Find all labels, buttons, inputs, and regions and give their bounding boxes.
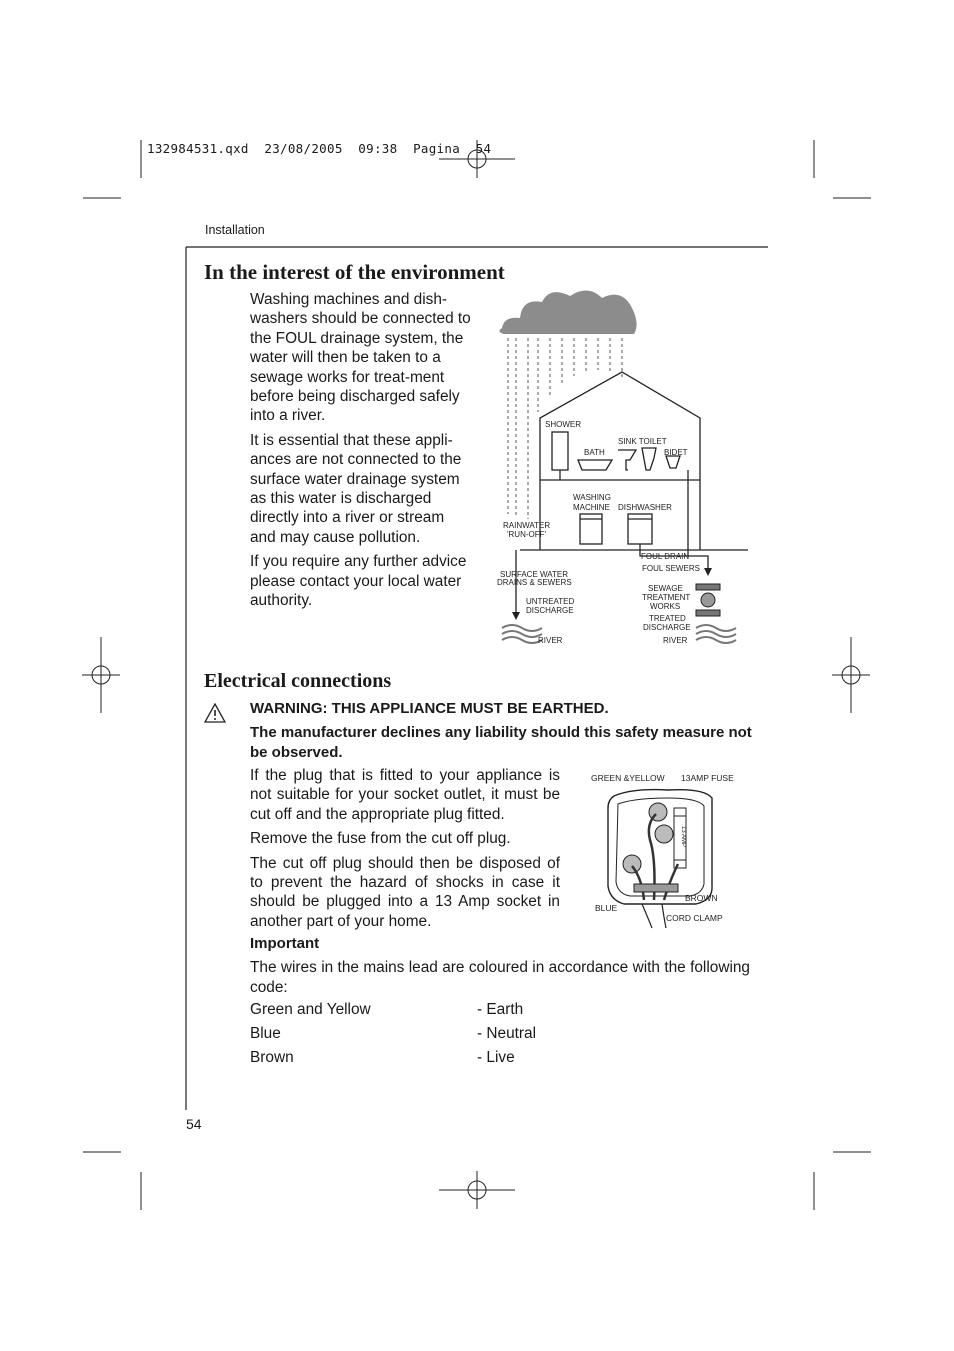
label-treated-discharge: DISCHARGE xyxy=(643,623,691,632)
wire-function: - Live xyxy=(477,1049,515,1066)
label-bidet: BIDET xyxy=(664,448,688,457)
wire-color: Brown xyxy=(250,1049,294,1066)
fuse-body-label: 13 AMP xyxy=(680,826,686,848)
environment-paragraph: Washing machines and dish-washers should be connected to the FOUL drainage system, the water will then be taken to a sewage works for treat-ment before being discharged safely into a river. xyxy=(250,291,471,425)
label-untreated-discharge: DISCHARGE xyxy=(526,606,574,615)
wires-intro: The wires in the mains lead are coloured in accordance with the following code: xyxy=(250,959,750,996)
plug-instructions xyxy=(250,766,560,936)
label-sewage: SEWAGE xyxy=(648,584,683,593)
label-washing: WASHING xyxy=(573,493,611,502)
warning-block xyxy=(250,699,756,767)
plug-wiring-diagram xyxy=(588,768,752,930)
liability-notice: The manufacturer declines any liability should this safety measure not be observed. xyxy=(250,724,752,761)
print-slug: 132984531.qxd 23/08/2005 09:38 Pagina 54 xyxy=(147,141,492,156)
electrical-title: Electrical connections xyxy=(204,670,392,692)
label-cord-clamp: CORD CLAMP xyxy=(666,913,723,923)
label-green-yellow: GREEN &YELLOW xyxy=(591,773,665,783)
label-river-right: RIVER xyxy=(663,636,688,645)
environment-title: In the interest of the environment xyxy=(204,260,505,284)
environment-text xyxy=(250,290,472,616)
plug-paragraph: The cut off plug should then be disposed of to prevent the hazard of shocks in case it should be plugged into a 13 Amp socket in another part of your home. xyxy=(250,854,560,930)
label-brown: BROWN xyxy=(685,893,718,903)
label-machine: MACHINE xyxy=(573,503,610,512)
wire-color: Green and Yellow xyxy=(250,1001,371,1018)
page-number: 54 xyxy=(186,1116,202,1132)
label-dishwasher: DISHWASHER xyxy=(618,503,672,512)
label-rainwater: RAINWATER xyxy=(503,521,551,530)
wire-color: Blue xyxy=(250,1025,281,1042)
label-works: WORKS xyxy=(650,602,681,611)
plug-paragraph: Remove the fuse from the cut off plug. xyxy=(250,830,511,848)
drainage-diagram xyxy=(490,284,758,650)
label-treatment: TREATMENT xyxy=(642,593,691,602)
label-run-off: 'RUN-OFF' xyxy=(507,530,547,539)
environment-paragraph: It is essential that these appli-ances are not connected to the surface water drainage system as this water is discharged directly into a river or stream and may cause pollution. xyxy=(250,431,462,546)
label-fuse: 13AMP FUSE xyxy=(681,773,734,783)
label-shower: SHOWER xyxy=(545,420,581,429)
label-drains-sewers: DRAINS & SEWERS xyxy=(497,578,572,587)
wire-function: - Neutral xyxy=(477,1025,537,1042)
wire-function: - Earth xyxy=(477,1001,524,1018)
label-bath: BATH xyxy=(584,448,605,457)
label-surface-water: SURFACE WATER xyxy=(500,570,569,579)
cloud-icon xyxy=(499,290,636,334)
label-blue: BLUE xyxy=(595,903,618,913)
label-river-left: RIVER xyxy=(538,636,563,645)
environment-paragraph: If you require any further advice please contact your local water authority. xyxy=(250,553,467,610)
section-label: Installation xyxy=(205,223,265,237)
label-untreated: UNTREATED xyxy=(526,597,575,606)
warning-heading: WARNING: THIS APPLIANCE MUST BE EARTHED. xyxy=(250,700,609,717)
label-foul-sewers: FOUL SEWERS xyxy=(642,564,700,573)
label-sink-toilet: SINK TOILET xyxy=(618,437,667,446)
label-foul-drain: FOUL DRAIN xyxy=(641,552,690,561)
plug-paragraph: If the plug that is fitted to your appliance is not suitable for your socket outlet, it must be cut off and the appropriate plug fitted. xyxy=(250,767,560,823)
label-treated: TREATED xyxy=(649,614,686,623)
warning-icon xyxy=(204,703,226,723)
important-heading: Important xyxy=(250,935,320,952)
